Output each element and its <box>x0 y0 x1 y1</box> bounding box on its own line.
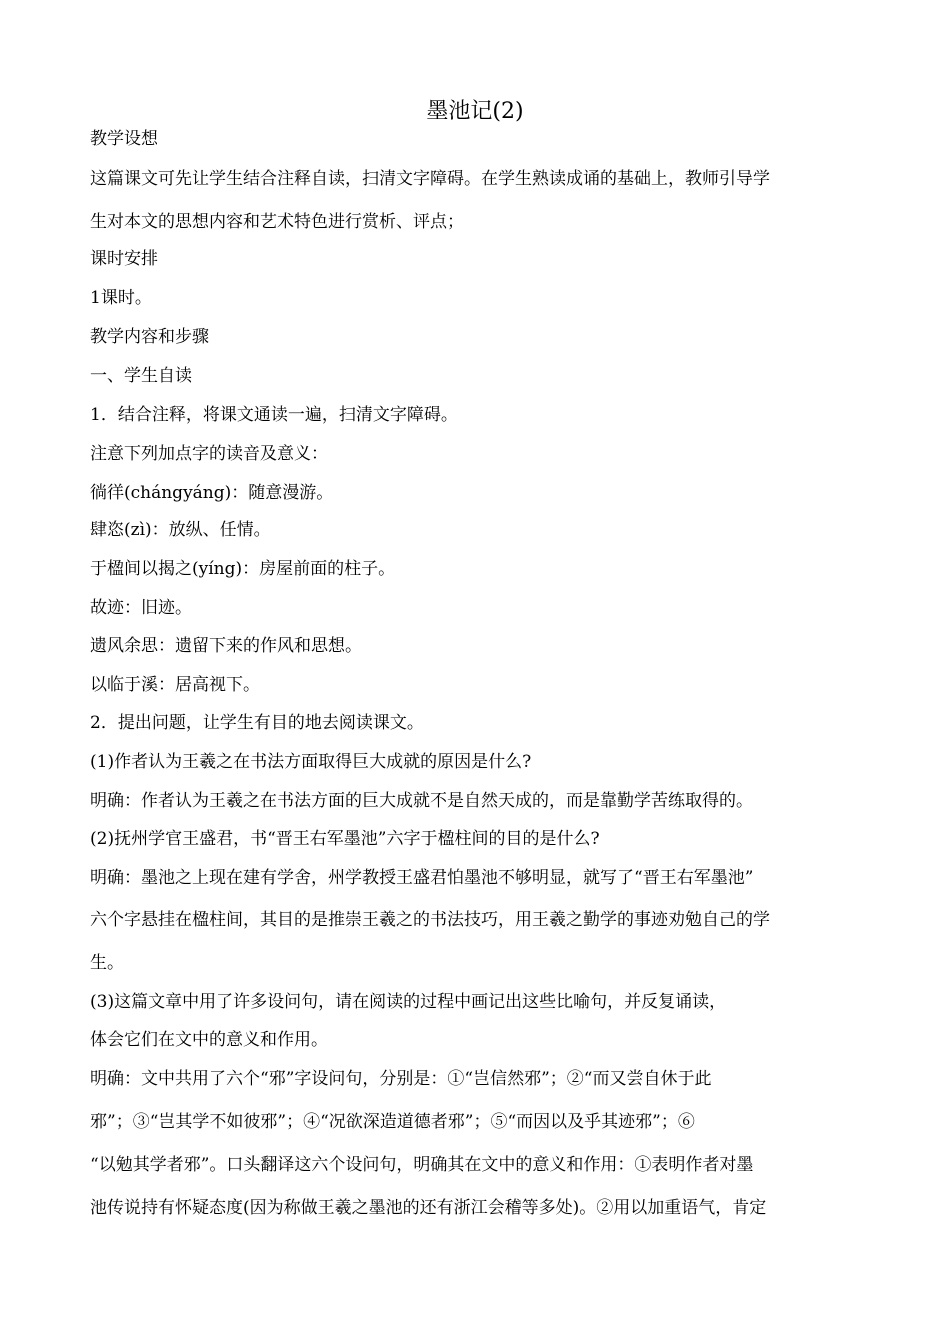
text-line: 1．结合注释，将课文通读一遍，扫清文字障碍。 <box>90 405 458 425</box>
text-line: 1课时。 <box>90 288 152 308</box>
text-line: 一、学生自读 <box>90 366 192 386</box>
text-line: 明确：文中共用了六个“邪”字设问句，分别是：①“岂信然邪”；②“而又尝自休于此 <box>90 1069 712 1089</box>
text-line: 教学内容和步骤 <box>90 327 209 347</box>
text-line: 明确：作者认为王羲之在书法方面的巨大成就不是自然天成的，而是靠勤学苦练取得的。 <box>90 791 753 811</box>
text-line: 注意下列加点字的读音及意义： <box>90 444 328 464</box>
text-line: 生对本文的思想内容和艺术特色进行赏析、评点； <box>90 212 464 232</box>
text-line: 六个字悬挂在楹柱间，其目的是推崇王羲之的书法技巧，用王羲之勤学的事迹劝勉自己的学 <box>90 910 770 930</box>
text-line: 生。 <box>90 953 124 973</box>
text-line: 肆恣(zì)：放纵、任情。 <box>90 520 271 540</box>
text-line: 以临于溪：居高视下。 <box>90 675 260 695</box>
text-line: 体会它们在文中的意义和作用。 <box>90 1030 328 1050</box>
text-line: 池传说持有怀疑态度(因为称做王羲之墨池的还有浙江会稽等多处)。②用以加重语气，肯定 <box>90 1198 767 1218</box>
text-line: 2．提出问题，让学生有目的地去阅读课文。 <box>90 713 424 733</box>
text-line: 课时安排 <box>90 249 158 269</box>
text-line: 教学设想 <box>90 129 158 149</box>
text-line: 这篇课文可先让学生结合注释自读，扫清文字障碍。在学生熟读成诵的基础上，教师引导学 <box>90 169 770 189</box>
text-line: 邪”；③“岂其学不如彼邪”；④“况欲深造道德者邪”；⑤“而因以及乎其迹邪”；⑥ <box>90 1112 695 1132</box>
text-line: “以勉其学者邪”。口头翻译这六个设问句，明确其在文中的意义和作用：①表明作者对墨 <box>90 1155 754 1175</box>
text-line: (1)作者认为王羲之在书法方面取得巨大成就的原因是什么? <box>90 752 532 772</box>
text-line: 明确：墨池之上现在建有学舍，州学教授王盛君怕墨池不够明显，就写了“晋王右军墨池” <box>90 868 754 888</box>
page-title: 墨池记(2) <box>426 99 524 124</box>
text-line: 于楹间以揭之(yíng)：房屋前面的柱子。 <box>90 559 396 579</box>
text-line: 徜徉(chángyáng)：随意漫游。 <box>90 483 334 503</box>
text-line: (3)这篇文章中用了许多设问句，请在阅读的过程中画记出这些比喻句，并反复诵读， <box>90 992 727 1012</box>
text-line: (2)抚州学官王盛君，书“晋王右军墨池”六字于楹柱间的目的是什么? <box>90 829 600 849</box>
text-line: 遗风余思：遗留下来的作风和思想。 <box>90 636 362 656</box>
text-line: 故迹：旧迹。 <box>90 598 192 618</box>
